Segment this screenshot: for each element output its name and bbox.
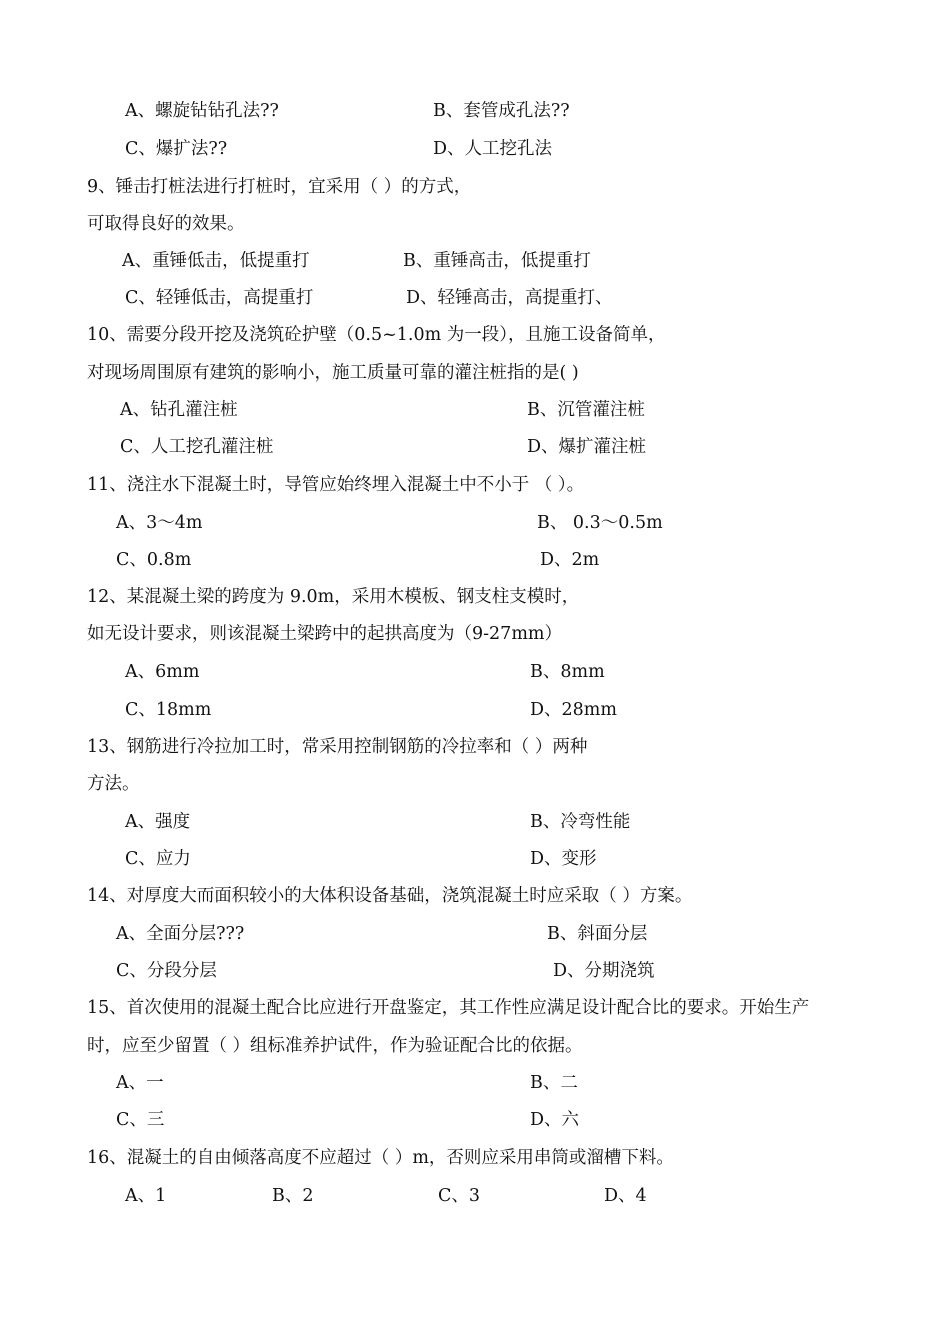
q12-option-c: C、18mm <box>125 700 212 720</box>
q8-option-c: C、爆扩法?? <box>125 139 228 159</box>
q10-option-b: B、沉管灌注桩 <box>527 400 645 420</box>
q16-option-b: B、2 <box>272 1186 314 1206</box>
q8-option-a: A、螺旋钻钻孔法?? <box>125 101 279 121</box>
q15-stem-line-1: 15、首次使用的混凝土配合比应进行开盘鉴定，其工作性应满足设计配合比的要求。开始生产 <box>87 998 810 1018</box>
q12-option-a: A、6mm <box>125 662 200 682</box>
q15-option-d: D、六 <box>530 1110 580 1130</box>
q15-option-c: C、三 <box>116 1110 165 1130</box>
q8-option-d: D、人工挖孔法 <box>433 139 553 159</box>
q10-stem-line-1: 10、需要分段开挖及浇筑砼护壁（0.5~1.0m 为一段），且施工设备简单， <box>87 325 666 345</box>
q16-option-d: D、4 <box>604 1186 647 1206</box>
q11-option-c: C、0.8m <box>116 550 192 570</box>
q9-stem-line-1: 9、锤击打桩法进行打桩时，宜采用（ ）的方式， <box>87 177 472 197</box>
q12-option-d: D、28mm <box>530 700 617 720</box>
q9-option-a: A、重锤低击，低提重打 <box>122 251 310 271</box>
q14-option-b: B、斜面分层 <box>547 924 648 944</box>
q14-option-a: A、全面分层??? <box>116 924 245 944</box>
q12-stem-line-1: 12、某混凝土梁的跨度为 9.0m，采用木模板、钢支柱支模时， <box>87 587 580 607</box>
q16-option-c: C、3 <box>438 1186 481 1206</box>
q15-option-b: B、二 <box>530 1073 578 1093</box>
q11-option-b: B、 0.3～0.5m <box>537 513 663 533</box>
q10-option-d: D、爆扩灌注桩 <box>527 437 647 457</box>
q13-stem-line-1: 13、钢筋进行冷拉加工时，常采用控制钢筋的冷拉率和（ ）两种 <box>87 737 588 757</box>
q14-stem: 14、对厚度大而面积较小的大体积设备基础，浇筑混凝土时应采取（ ）方案。 <box>87 886 693 906</box>
q16-stem: 16、混凝土的自由倾落高度不应超过（ ）m，否则应采用串筒或溜槽下料。 <box>87 1148 674 1168</box>
q13-option-d: D、变形 <box>530 849 597 869</box>
q13-option-c: C、应力 <box>125 849 191 869</box>
q14-option-d: D、分期浇筑 <box>553 961 655 981</box>
q9-option-c: C、轻锤低击，高提重打 <box>125 288 314 308</box>
q15-option-a: A、一 <box>116 1073 164 1093</box>
q8-option-b: B、套管成孔法?? <box>433 101 570 121</box>
q10-option-c: C、人工挖孔灌注桩 <box>120 437 274 457</box>
q13-option-b: B、冷弯性能 <box>530 812 631 832</box>
q12-option-b: B、8mm <box>530 662 605 682</box>
q15-stem-line-2: 时，应至少留置（ ）组标准养护试件，作为验证配合比的依据。 <box>87 1036 583 1056</box>
q16-option-a: A、1 <box>125 1186 167 1206</box>
q10-stem-line-2: 对现场周围原有建筑的影响小，施工质量可靠的灌注桩指的是( ) <box>87 363 579 383</box>
q13-option-a: A、强度 <box>125 812 191 832</box>
q11-option-a: A、3～4m <box>116 513 203 533</box>
q9-stem-line-2: 可取得良好的效果。 <box>87 214 245 234</box>
q11-option-d: D、2m <box>540 550 600 570</box>
q11-stem: 11、浇注水下混凝土时，导管应始终埋入混凝土中不小于 （ ）。 <box>87 475 585 495</box>
q10-option-a: A、钻孔灌注桩 <box>120 400 238 420</box>
q13-stem-line-2: 方法。 <box>87 774 140 794</box>
q12-stem-line-2: 如无设计要求，则该混凝土梁跨中的起拱高度为（9-27mm） <box>87 624 563 644</box>
q9-option-d: D、轻锤高击，高提重打、 <box>406 288 613 308</box>
q14-option-c: C、分段分层 <box>116 961 217 981</box>
q9-option-b: B、重锤高击，低提重打 <box>403 251 591 271</box>
